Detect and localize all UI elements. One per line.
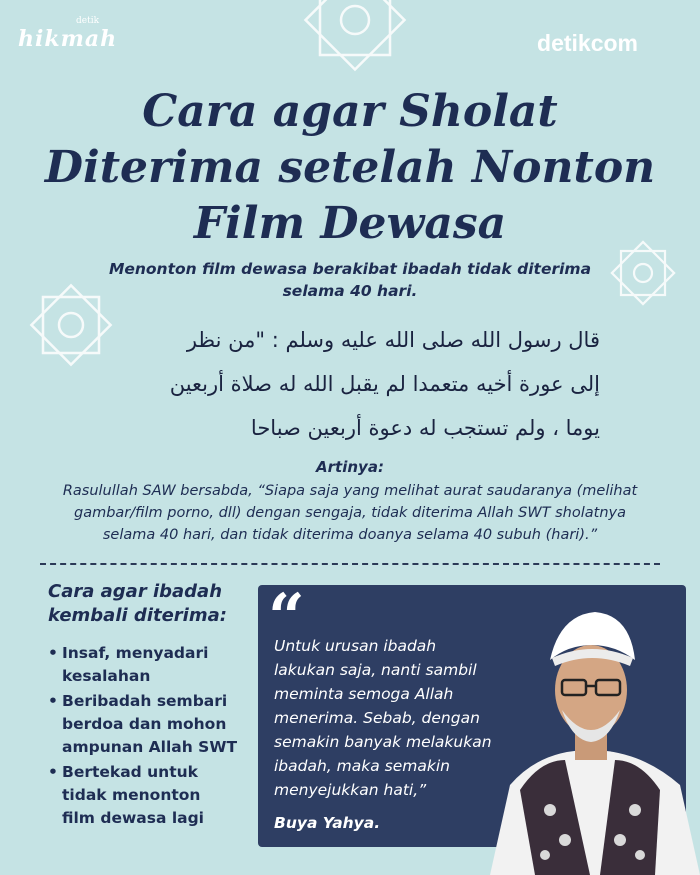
list-item: [48, 642, 248, 688]
meaning-text: [40, 480, 660, 546]
howto-title-line-1: Cara agar ibadah: [48, 581, 223, 602]
quote-line-4: menerima. Sebab, dengan: [274, 709, 480, 727]
howto-title: [48, 580, 248, 628]
quote-line-7: menyejukkan hati,”: [274, 781, 427, 799]
page-title: [40, 84, 660, 252]
hikmah-logo: [18, 16, 118, 52]
quote-author: Buya Yahya.: [274, 814, 381, 832]
title-line-2: Diterima setelah Nonton: [44, 142, 656, 193]
meaning-line-1: Rasulullah SAW bersabda, “Siapa saja yang melihat aurat saudaranya (melihat: [62, 483, 638, 499]
meaning-label: Artinya:: [316, 458, 384, 476]
step-1-line-2: kesalahan: [62, 667, 151, 685]
title-line-1: Cara agar Sholat: [142, 86, 558, 137]
step-1-line-1: • Insaf, menyadari: [62, 644, 209, 662]
ornament-top-icon: [280, 0, 430, 90]
step-2-line-2: berdoa dan mohon: [62, 715, 227, 733]
hikmah-logo-text: hikmah: [18, 26, 118, 52]
step-3-line-1: • Bertekad untuk: [62, 763, 198, 781]
quote-line-1: Untuk urusan ibadah: [274, 637, 437, 655]
hikmah-logo-small: detik: [76, 16, 100, 26]
steps-list: [48, 642, 248, 832]
howto-title-line-2: kembali diterima:: [48, 605, 227, 626]
list-item: [48, 690, 248, 759]
subtitle-line-2: selama 40 hari.: [282, 282, 418, 300]
quote-line-6: ibadah, maka semakin: [274, 757, 450, 775]
subtitle-line-1: Menonton film dewasa berakibat ibadah tidak diterima: [108, 260, 592, 278]
hadith-line-3: يوما ، ولم تستجب له دعوة أربعين صباحا: [250, 416, 600, 440]
step-2-line-1: • Beribadah sembari: [62, 692, 228, 710]
dashed-divider: [40, 563, 660, 565]
meaning-line-3: selama 40 hari, dan tidak diterima doanya selama 40 subuh (hari).”: [102, 527, 598, 543]
step-2-line-3: ampunan Allah SWT: [62, 738, 238, 756]
quote-mark-icon: “: [268, 580, 305, 655]
subtitle: [100, 258, 600, 302]
title-line-3: Film Dewasa: [193, 198, 507, 249]
quote-line-5: semakin banyak melakukan: [274, 733, 492, 751]
list-item: [48, 761, 248, 830]
detikcom-logo: detikcom: [537, 30, 638, 56]
portrait-image: [480, 600, 700, 875]
hadith-arabic: [100, 318, 600, 450]
quote-line-2: lakukan saja, nanti sambil: [274, 661, 477, 679]
meaning-line-2: gambar/film porno, dll) dengan sengaja, tidak diterima Allah SWT sholatnya: [73, 505, 626, 521]
step-3-line-3: film dewasa lagi: [62, 809, 204, 827]
hadith-line-2: إلى عورة أخيه متعمدا لم يقبل الله له صلاة أربعين: [169, 372, 600, 396]
step-3-line-2: tidak menonton: [62, 786, 201, 804]
quote-line-3: meminta semoga Allah: [274, 685, 454, 703]
hadith-line-1: قال رسول الله صلى الله عليه وسلم : "من نظر: [186, 328, 600, 352]
